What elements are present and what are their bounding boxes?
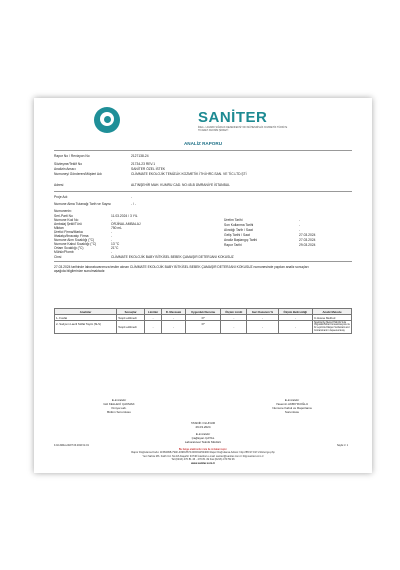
report-no-label: Rapor No / Revizyon No [54,154,90,158]
table-cell: - [162,321,186,334]
table-cell: - [145,321,162,334]
table-cell: Tespit edilmedi [117,315,145,321]
signature-left-role-2: Bölüm Sorumlusu [107,410,131,414]
analysis-start-label: Analiz Başlangıç Tarihi [224,238,258,242]
signature-right [242,398,342,414]
signature-left [74,398,164,414]
table-cell: D* [185,321,220,334]
type-label: Cinsi [54,255,62,259]
brand-label: Üretici Firma/Marka [54,230,83,234]
production-date-value: - [299,218,301,222]
report-page [34,98,372,473]
contact-line: Tel:(0216) 470 81 46 - 470 81 49 Fax:(0216) 470 59 36 [171,458,235,462]
report-date-value: 29.03.2024 [299,243,316,247]
table-cell: D* [185,315,220,321]
address-value: ALTINŞEHİR MAH. KUMRU CAD. NO:45-B ÜMRANİYE İSTANBUL [131,183,230,187]
col-metod: Analiz Metodu [313,309,352,315]
table-cell: - [278,315,312,321]
certification-label: TASDİK OLUNUR [190,421,216,425]
requester-value: SANİTER ÖZEL İSTEK [131,167,166,171]
certification [153,421,253,429]
importer-label: İthalatçı/İhracatçı Firma [54,234,89,238]
arrival-date-label: Geliş Tarihi / Saat [224,233,250,237]
customer-value: 21734-23 REV.1 [131,162,156,166]
col-olcum-limiti: Ölçüm Limiti [221,309,247,315]
website-link[interactable]: www.saniter.com.tr [191,461,215,465]
signature-right-name: Yasemin AKBIYIKOĞLU [275,402,309,406]
signature-left-status: E-imzalıdır [111,398,127,402]
brand-logo-icon [94,107,120,133]
col-mevzuat: D. Mevzuatı [162,309,186,315]
table-cell: - [247,321,278,334]
taken-date-label: Alındığı Tarih / Saat [224,228,253,232]
results-table [54,308,352,334]
address-line: Yeni Sahra Mh. Fatih Cd. No:18 Ataşehir 34746 İstanbul e-mail: saniter@saniter.com.tr bilgi.saniter.com.tr [142,454,264,458]
project-value: - [131,195,133,199]
col-sonuclar: Sonuçlar [117,309,145,315]
pack-label: Ambalaj Şekli/Türü [54,222,82,226]
footer [54,448,352,465]
ambient-temp-value: 21°C [111,246,119,250]
certification-date: 29.03.2024 [195,425,211,429]
table-cell: - [278,321,312,334]
page-number: Sayfa 1 / 1 [337,445,348,447]
sampling-temp-value: - [111,238,113,242]
sender-value: CLİMMATE EKOLOJİK TEMİZLİK KOZMETİK İTH.İHRC.SAN. VE TİC.LTD.ŞTİ [131,172,247,176]
expiry-date-label: Son Kullanma Tarihi [224,223,254,227]
taken-date-value: - [299,228,301,232]
sender-label: Numuneyi Gönderen/Müşteri Adı [54,172,102,176]
qty-label: Miktarı [54,226,64,230]
divider [54,191,352,192]
col-uygunluk: Uygunluk Durumu [185,309,220,315]
divider [54,261,352,262]
table-cell: - [221,315,247,321]
project-label: Proje Adı [54,195,68,199]
customer-label: Sözleşme/Teklif No [54,162,83,166]
header-logo [94,105,354,137]
divider [54,150,352,151]
table-row [55,321,352,334]
signature-bottom-name: Çağlayan ÇATAL [191,436,215,440]
importer-value: - [111,234,113,238]
document-code: F-02-32/Rev.00/27.03.2016/ 11:19 [54,445,89,447]
lot-label: Seri-Parti No [54,214,73,218]
receive-value: - / - [131,202,136,206]
brand-name: SANİTER [198,109,268,126]
lot-value: 11.03.2024 / 3 YIL [111,214,138,218]
table-cell: Tespit edilmedi [117,321,145,334]
brand-value: - [111,230,113,234]
seal-value: - [111,250,113,254]
expiry-date-value: - [299,223,301,227]
table-cell: - [247,315,278,321]
address-label: Adresi [54,183,64,187]
sampling-temp-label: Numune Alım Sıcaklığı (°C) [54,238,95,242]
col-geri-kazanim: Geri Kazanım % [247,309,278,315]
signature-left-name: Gül KELLECİ ÇAKMAK [103,402,135,406]
signature-bottom-role: Laboratuvar Teknik Müdürü [184,440,222,444]
brand-subtitle: İDEA - LAVABO SIĞIRLIK DEZENFEKSİYON MÜHENDİSLİK KOZMETİK TÜRKİYE TICARET ANONİM ŞİRKETİ [198,126,288,132]
signature-right-status: E-imzalıdır [284,398,300,402]
table-cell: In House Method [313,315,352,321]
table-cell: 2- Sodyum Lauril Sülfat Tayini (SLS) [55,321,117,334]
verification-line: Rapor Doğrulama Kodu: 11584998-794F-4698-8670-9FD9115340D Rapor Doğrulama Adresi: http://85.97.197.214/sorgu.php [131,451,275,455]
col-belirsizlik: Ölçüm Belirsizliği [278,309,312,315]
report-no-value: 2127138-24 [131,154,149,158]
requester-label: Analizin Amacı [54,167,76,171]
sample-heading: Numunenin: [54,209,72,213]
report-date-label: Rapor Tarihi [224,243,242,247]
table-cell: 1- Fosfat [55,315,117,321]
pack-value: ORJİNAL AMBALAJ [111,222,141,226]
accept-temp-value: 13 °C [111,242,120,246]
esign-warning: Bu belge elektronik imza ile imzalanmıştır. [178,448,228,451]
table-cell: Spektral Ay Metod Hidrolik Sulu Oligosiklohidrat Konsantrasyonu ile bir a-primla Oksijen Surfactant and Contaminant in Aqueous Exay [314,321,350,332]
signature-right-role-2: Sorumlusu [284,410,300,414]
signature-bottom-status: E-imzalıdır [195,432,211,436]
signature-bottom [153,432,253,444]
accept-temp-label: Numune Kabul Sıcaklığı (°C) [54,242,97,246]
production-date-label: Üretim Tarihi [224,218,243,222]
code-label: Numune Kod No [54,218,79,222]
col-analizler: Analizler [55,309,117,315]
signature-left-role: Kimya Lab. [111,406,127,410]
type-value: CLİMMATE EKOLOJİK BABY BİTKİSEL BEBEK ÇAMAŞIR DETERJANI KOKUSUZ [111,255,234,259]
ambient-temp-label: Ortam Sıcaklığı (°C) [54,246,84,250]
col-limitler: Limitler [145,309,162,315]
report-title: ANALİZ RAPORU [183,141,223,146]
statement-text: 27.03.2024 tarihinde laboratuvarımıza teslim alınan CLİMMATE EKOLOJİK BABY BİTKİSEL BEBEK ÇAMAŞIR DETERJANI KOKUSUZ numunesinde yapılan analiz sonuçları aşağıda bilgilerinize sunulmaktadır. [54,265,309,273]
table-cell: - [145,315,162,321]
table-cell: - [221,321,247,334]
qty-value: 750 mL [111,226,122,230]
table-cell: - [162,315,186,321]
receive-label: Numune Alma Tutanağı Tarih ve Sayısı [54,202,111,206]
arrival-date-value: 27.03.2024 [299,233,316,237]
code-value: - [111,218,113,222]
analysis-start-value: 27.03.2024 [299,238,316,242]
signature-right-role: Numune Kabul ve Raporlama [272,406,312,410]
seal-label: Mühür/Plomb [54,250,74,254]
